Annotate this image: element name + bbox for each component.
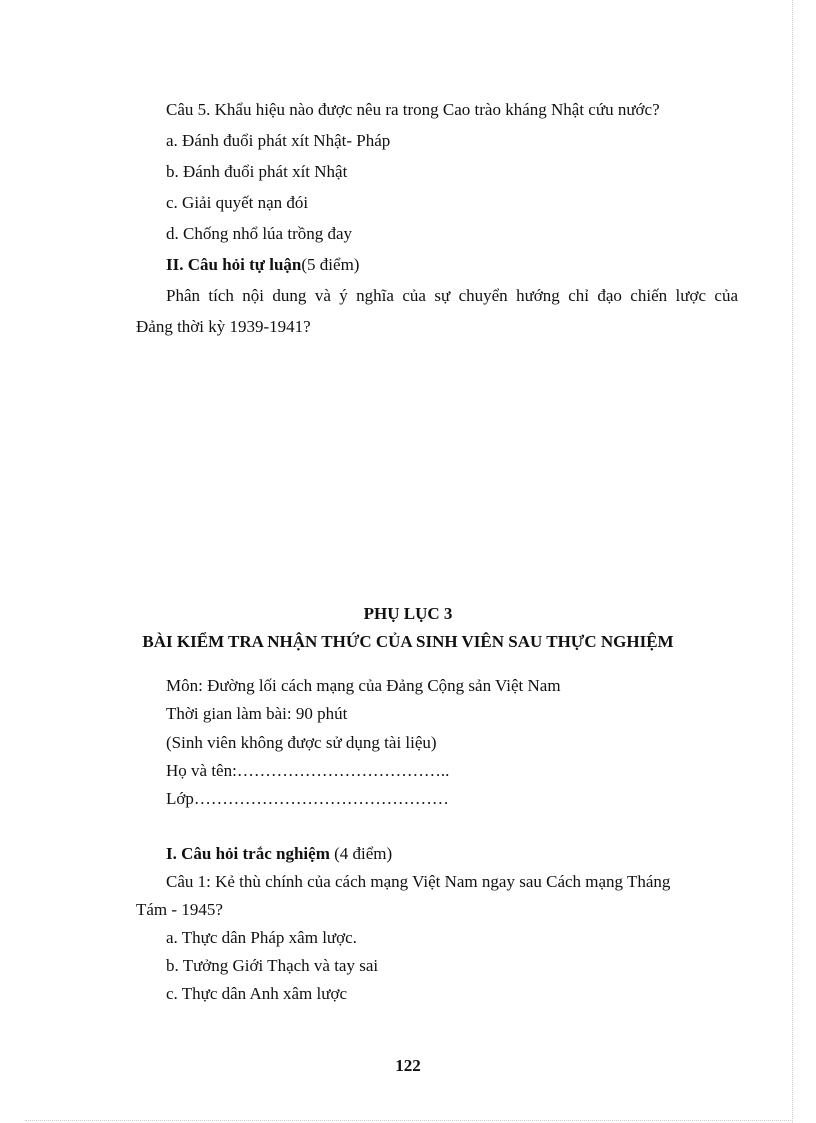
- essay-heading: [166, 254, 359, 276]
- essay-question-line-1: Phân tích nội dung và ý nghĩa của sự chuyển hướng chỉ đạo chiến lược của: [166, 286, 738, 305]
- page-number: 122: [395, 1056, 421, 1075]
- page-right-border: [792, 0, 793, 1123]
- appendix-subtitle: BÀI KIỂM TRA NHẬN THỨC CỦA SINH VIÊN SAU THỰC NGHIỆM: [142, 632, 674, 651]
- option-b: b. Đánh đuổi phát xít Nhật: [166, 162, 348, 181]
- question-5: Câu 5. Khẩu hiệu nào được nêu ra trong Cao trào kháng Nhật cứu nước?: [166, 100, 660, 119]
- mcq-heading-points: (4 điểm): [329, 844, 393, 863]
- question-1-line-1: Câu 1: Kẻ thù chính của cách mạng Việt Nam ngay sau Cách mạng Tháng: [166, 872, 671, 891]
- student-class-field: Lớp………………………………………: [166, 789, 449, 808]
- student-name-field: Họ và tên:………………………………..: [166, 761, 450, 780]
- mcq-heading: [166, 843, 392, 865]
- essay-question-line-2: Đảng thời kỳ 1939-1941?: [136, 317, 311, 336]
- option-c: c. Giải quyết nạn đói: [166, 193, 309, 212]
- option-d: d. Chống nhổ lúa trồng đay: [166, 224, 353, 243]
- exam-subject: Môn: Đường lối cách mạng của Đảng Cộng sản Việt Nam: [166, 676, 561, 695]
- essay-heading-points: (5 điểm): [301, 255, 360, 274]
- page-bottom-border: [25, 1120, 791, 1121]
- q1-option-b: b. Tưởng Giới Thạch và tay sai: [166, 956, 379, 975]
- option-a: a. Đánh đuổi phát xít Nhật- Pháp: [166, 131, 391, 150]
- mcq-heading-label: I. Câu hỏi trắc nghiệm: [166, 844, 330, 863]
- q1-option-a: a. Thực dân Pháp xâm lược.: [166, 928, 357, 947]
- appendix-title: PHỤ LỤC 3: [363, 604, 453, 623]
- essay-heading-label: II. Câu hỏi tự luận: [166, 255, 302, 274]
- q1-option-c: c. Thực dân Anh xâm lược: [166, 984, 348, 1003]
- exam-time: Thời gian làm bài: 90 phút: [166, 704, 348, 723]
- exam-note: (Sinh viên không được sử dụng tài liệu): [166, 733, 437, 752]
- question-1-line-2: Tám - 1945?: [136, 900, 223, 919]
